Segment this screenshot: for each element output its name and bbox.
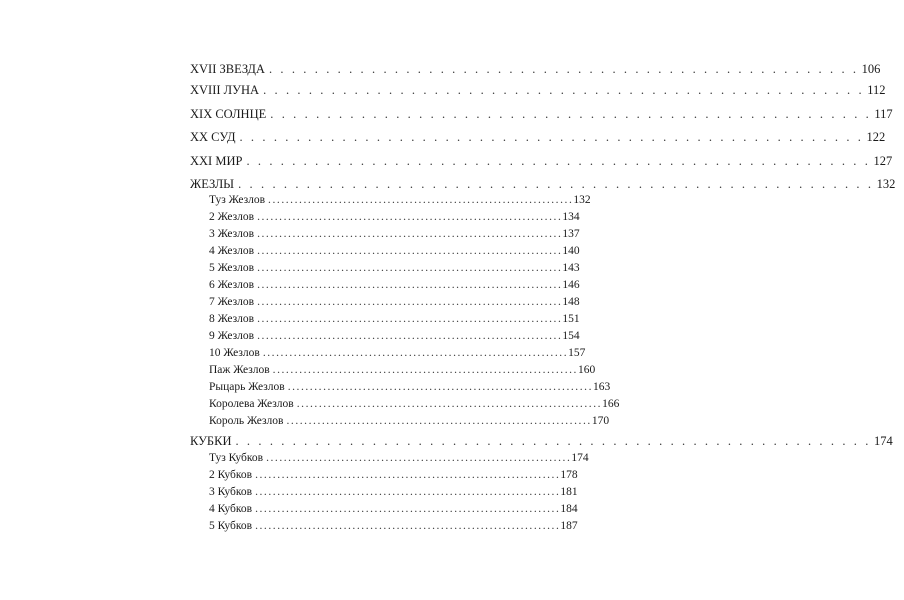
toc-entry-page: 163 — [593, 381, 611, 393]
toc-entry-title: 5 Жезлов — [209, 262, 255, 274]
toc-entry-xvii-zvezda — [190, 59, 881, 77]
dot-leader: ..................................................................... — [257, 330, 563, 342]
toc-entry-title: Туз Жезлов — [209, 194, 266, 206]
toc-entry-title: ЖЕЗЛЫ — [190, 177, 235, 191]
toc-entry-page: 132 — [876, 177, 896, 191]
toc-subentry — [209, 241, 580, 259]
dot-leader: ..................................................................... — [268, 194, 574, 206]
dot-leader: ..................................................................... — [255, 469, 561, 481]
toc-entry-page: 122 — [866, 130, 886, 144]
toc-subentry — [209, 360, 596, 378]
toc-entry-page: 187 — [560, 520, 578, 532]
dot-leader: ..................................................................... — [262, 347, 569, 359]
dot-leader: ..................................................................... — [296, 398, 603, 410]
toc-entry-title: XIX СОЛНЦЕ — [190, 107, 267, 121]
dot-leader: . . . . . . . . . . . . . . . . . . . . . . . . . . . . . . . . . . . . . . . . . . . . . . . . . . . . . — [263, 83, 865, 97]
toc-entry-page: 137 — [562, 228, 580, 240]
toc-subentry — [209, 258, 580, 276]
toc-entry-page: 154 — [562, 330, 580, 342]
toc-subentry — [209, 516, 578, 534]
toc-subentry — [209, 207, 580, 225]
dot-leader: ..................................................................... — [257, 228, 563, 240]
toc-entry-title: XVIII ЛУНА — [190, 83, 260, 97]
toc-subentry — [209, 482, 578, 500]
dot-leader: . . . . . . . . . . . . . . . . . . . . . . . . . . . . . . . . . . . . . . . . . . . . . . . . . . . . . . . — [246, 154, 871, 168]
toc-entry-title: 10 Жезлов — [209, 347, 260, 359]
dot-leader: ..................................................................... — [257, 296, 563, 308]
toc-subentry — [209, 343, 586, 361]
dot-leader: . . . . . . . . . . . . . . . . . . . . . . . . . . . . . . . . . . . . . . . . . . . . . . . . . . . . — [268, 62, 859, 76]
toc-subentry — [209, 309, 580, 327]
toc-entry-title: 4 Кубков — [209, 503, 253, 515]
dot-leader: . . . . . . . . . . . . . . . . . . . . . . . . . . . . . . . . . . . . . . . . . . . . . . . . . . . . . . . . — [235, 434, 871, 448]
toc-entry-page: 178 — [560, 469, 578, 481]
dot-leader: ..................................................................... — [266, 452, 572, 464]
toc-entry-title: Туз Кубков — [209, 452, 264, 464]
toc-entry-title: XVII ЗВЕЗДА — [190, 62, 265, 76]
toc-entry-page: 184 — [560, 503, 578, 515]
toc-entry-title: Паж Жезлов — [209, 364, 270, 376]
toc-entry-page: 117 — [874, 107, 893, 121]
dot-leader: ..................................................................... — [255, 520, 561, 532]
toc-entry-xx-sud — [190, 127, 886, 145]
dot-leader: . . . . . . . . . . . . . . . . . . . . . . . . . . . . . . . . . . . . . . . . . . . . . . . . . . . . . . . . — [238, 177, 874, 191]
toc-subentry — [209, 394, 620, 412]
toc-entry-title: XXI МИР — [190, 154, 243, 168]
toc-entry-title: 4 Жезлов — [209, 245, 255, 257]
dot-leader: ..................................................................... — [257, 211, 563, 223]
toc-entry-page: 174 — [571, 452, 589, 464]
dot-leader: ..................................................................... — [257, 279, 563, 291]
toc-entry-page: 166 — [602, 398, 620, 410]
toc-entry-title: 2 Кубков — [209, 469, 253, 481]
toc-entry-title: Королева Жезлов — [209, 398, 294, 410]
dot-leader: ..................................................................... — [272, 364, 578, 376]
toc-subentry — [209, 275, 580, 293]
toc-subentry — [209, 190, 591, 208]
toc-entry-page: 151 — [562, 313, 580, 325]
toc-entry-title: 3 Кубков — [209, 486, 253, 498]
toc-subentry — [209, 292, 580, 310]
toc-subentry — [209, 326, 580, 344]
dot-leader: ..................................................................... — [255, 486, 561, 498]
toc-entry-page: 106 — [861, 62, 881, 76]
toc-entry-title: 5 Кубков — [209, 520, 253, 532]
dot-leader: ..................................................................... — [257, 313, 563, 325]
toc-entry-page: 174 — [873, 434, 893, 448]
toc-entry-xxi-mir — [190, 151, 893, 169]
toc-entry-page: 157 — [568, 347, 586, 359]
toc-entry-page: 112 — [867, 83, 886, 97]
dot-leader: ..................................................................... — [287, 381, 594, 393]
toc-subentry — [209, 411, 610, 429]
toc-entry-title: 9 Жезлов — [209, 330, 255, 342]
toc-entry-page: 143 — [562, 262, 580, 274]
toc-entry-title: XX СУД — [190, 130, 236, 144]
toc-entry-page: 148 — [562, 296, 580, 308]
toc-entry-page: 132 — [573, 194, 591, 206]
toc-subentry — [209, 224, 580, 242]
dot-leader: ..................................................................... — [255, 503, 561, 515]
toc-entry-title: Король Жезлов — [209, 415, 284, 427]
toc-entry-title: 7 Жезлов — [209, 296, 255, 308]
toc-entry-xviii-luna — [190, 80, 886, 98]
toc-subentry — [209, 465, 578, 483]
dot-leader: ..................................................................... — [257, 245, 563, 257]
toc-entry-title: КУБКИ — [190, 434, 232, 448]
toc-entry-title: 3 Жезлов — [209, 228, 255, 240]
toc-entry-page: 140 — [562, 245, 580, 257]
toc-entry-kubki — [190, 431, 893, 449]
dot-leader: ..................................................................... — [286, 415, 592, 427]
toc-entry-title: 2 Жезлов — [209, 211, 255, 223]
toc-entry-xix-solntse — [190, 104, 893, 122]
toc-entry-page: 181 — [560, 486, 578, 498]
dot-leader: . . . . . . . . . . . . . . . . . . . . . . . . . . . . . . . . . . . . . . . . . . . . . . . . . . . . . — [270, 107, 872, 121]
toc-entry-title: 6 Жезлов — [209, 279, 255, 291]
toc-entry-title: 8 Жезлов — [209, 313, 255, 325]
toc-entry-page: 160 — [577, 364, 596, 376]
toc-entry-page: 146 — [562, 279, 580, 291]
toc-entry-page: 170 — [591, 415, 610, 427]
toc-subentry — [209, 377, 611, 395]
toc-entry-page: 134 — [562, 211, 580, 223]
toc-entry-page: 127 — [873, 154, 893, 168]
toc-subentry — [209, 448, 589, 466]
toc-subentry — [209, 499, 578, 517]
dot-leader: ..................................................................... — [257, 262, 563, 274]
toc-entry-title: Рыцарь Жезлов — [209, 381, 285, 393]
dot-leader: . . . . . . . . . . . . . . . . . . . . . . . . . . . . . . . . . . . . . . . . . . . . . . . . . . . . . . . — [239, 130, 864, 144]
